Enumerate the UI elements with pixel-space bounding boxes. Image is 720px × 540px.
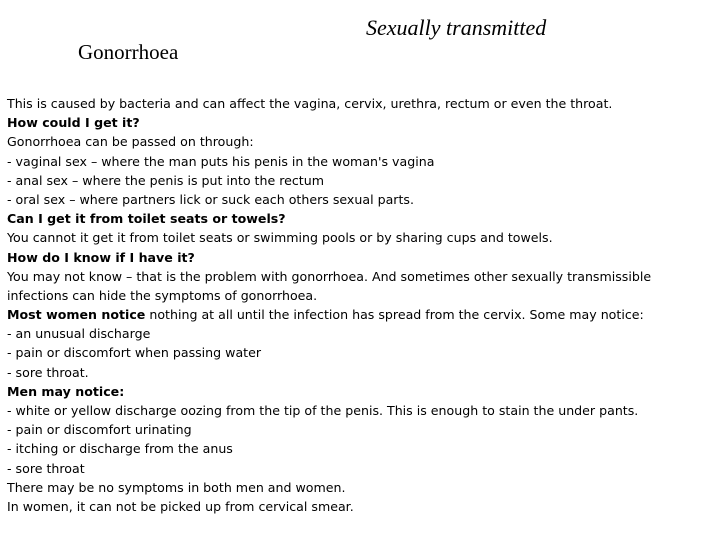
header-title-right: Sexually transmitted [366, 15, 547, 40]
heading-how-know: How do I know if I have it? [7, 249, 195, 265]
list-item-pain-urinating: - pain or discomfort urinating [7, 422, 192, 438]
list-item-itching-anus: - itching or discharge from the anus [7, 441, 233, 457]
heading-toilet-seats: Can I get it from toilet seats or towels? [7, 211, 286, 227]
paragraph-women-notice [7, 305, 713, 324]
paragraph-toilet-seats: You cannot it get it from toilet seats or swimming pools or by sharing cups and towels. [7, 230, 553, 246]
list-item-anal-sex: - anal sex – where the penis is put into the rectum [7, 172, 324, 188]
label-most-women-notice: Most women notice [7, 307, 146, 323]
paragraph-may-not-know: You may not know – that is the problem with gonorrhoea. And sometimes other sexually transmissible infections can hide the symptoms of gonorrhoea. [7, 268, 652, 303]
document-body [7, 94, 713, 516]
heading-how-get-it: How could I get it? [7, 115, 140, 131]
list-item-discharge-men: - white or yellow discharge oozing from the tip of the penis. This is enough to stain the under pants. [7, 403, 639, 419]
list-item-unusual-discharge: - an unusual discharge [7, 326, 151, 342]
list-item-sore-throat-women: - sore throat. [7, 364, 89, 380]
paragraph-no-symptoms: There may be no symptoms in both men and women. [7, 479, 346, 495]
paragraph-intro: This is caused by bacteria and can affect the vagina, cervix, urethra, rectum or even the throat. [7, 96, 613, 111]
list-item-sore-throat-men: - sore throat [7, 460, 85, 476]
list-item-pain-passing-water: - pain or discomfort when passing water [7, 345, 262, 361]
paragraph-passed-on: Gonorrhoea can be passed on through: [7, 134, 254, 150]
paragraph-cervical-smear: In women, it can not be picked up from cervical smear. [7, 498, 354, 514]
page-title: Gonorrhoea [78, 40, 179, 64]
list-item-oral-sex: - oral sex – where partners lick or suck each others sexual parts. [7, 191, 414, 207]
heading-men-notice: Men may notice: [7, 383, 125, 399]
list-item-vaginal-sex: - vaginal sex – where the man puts his penis in the woman's vagina [7, 153, 435, 169]
text-women-notice: nothing at all until the infection has spread from the cervix. Some may notice: [145, 307, 644, 323]
